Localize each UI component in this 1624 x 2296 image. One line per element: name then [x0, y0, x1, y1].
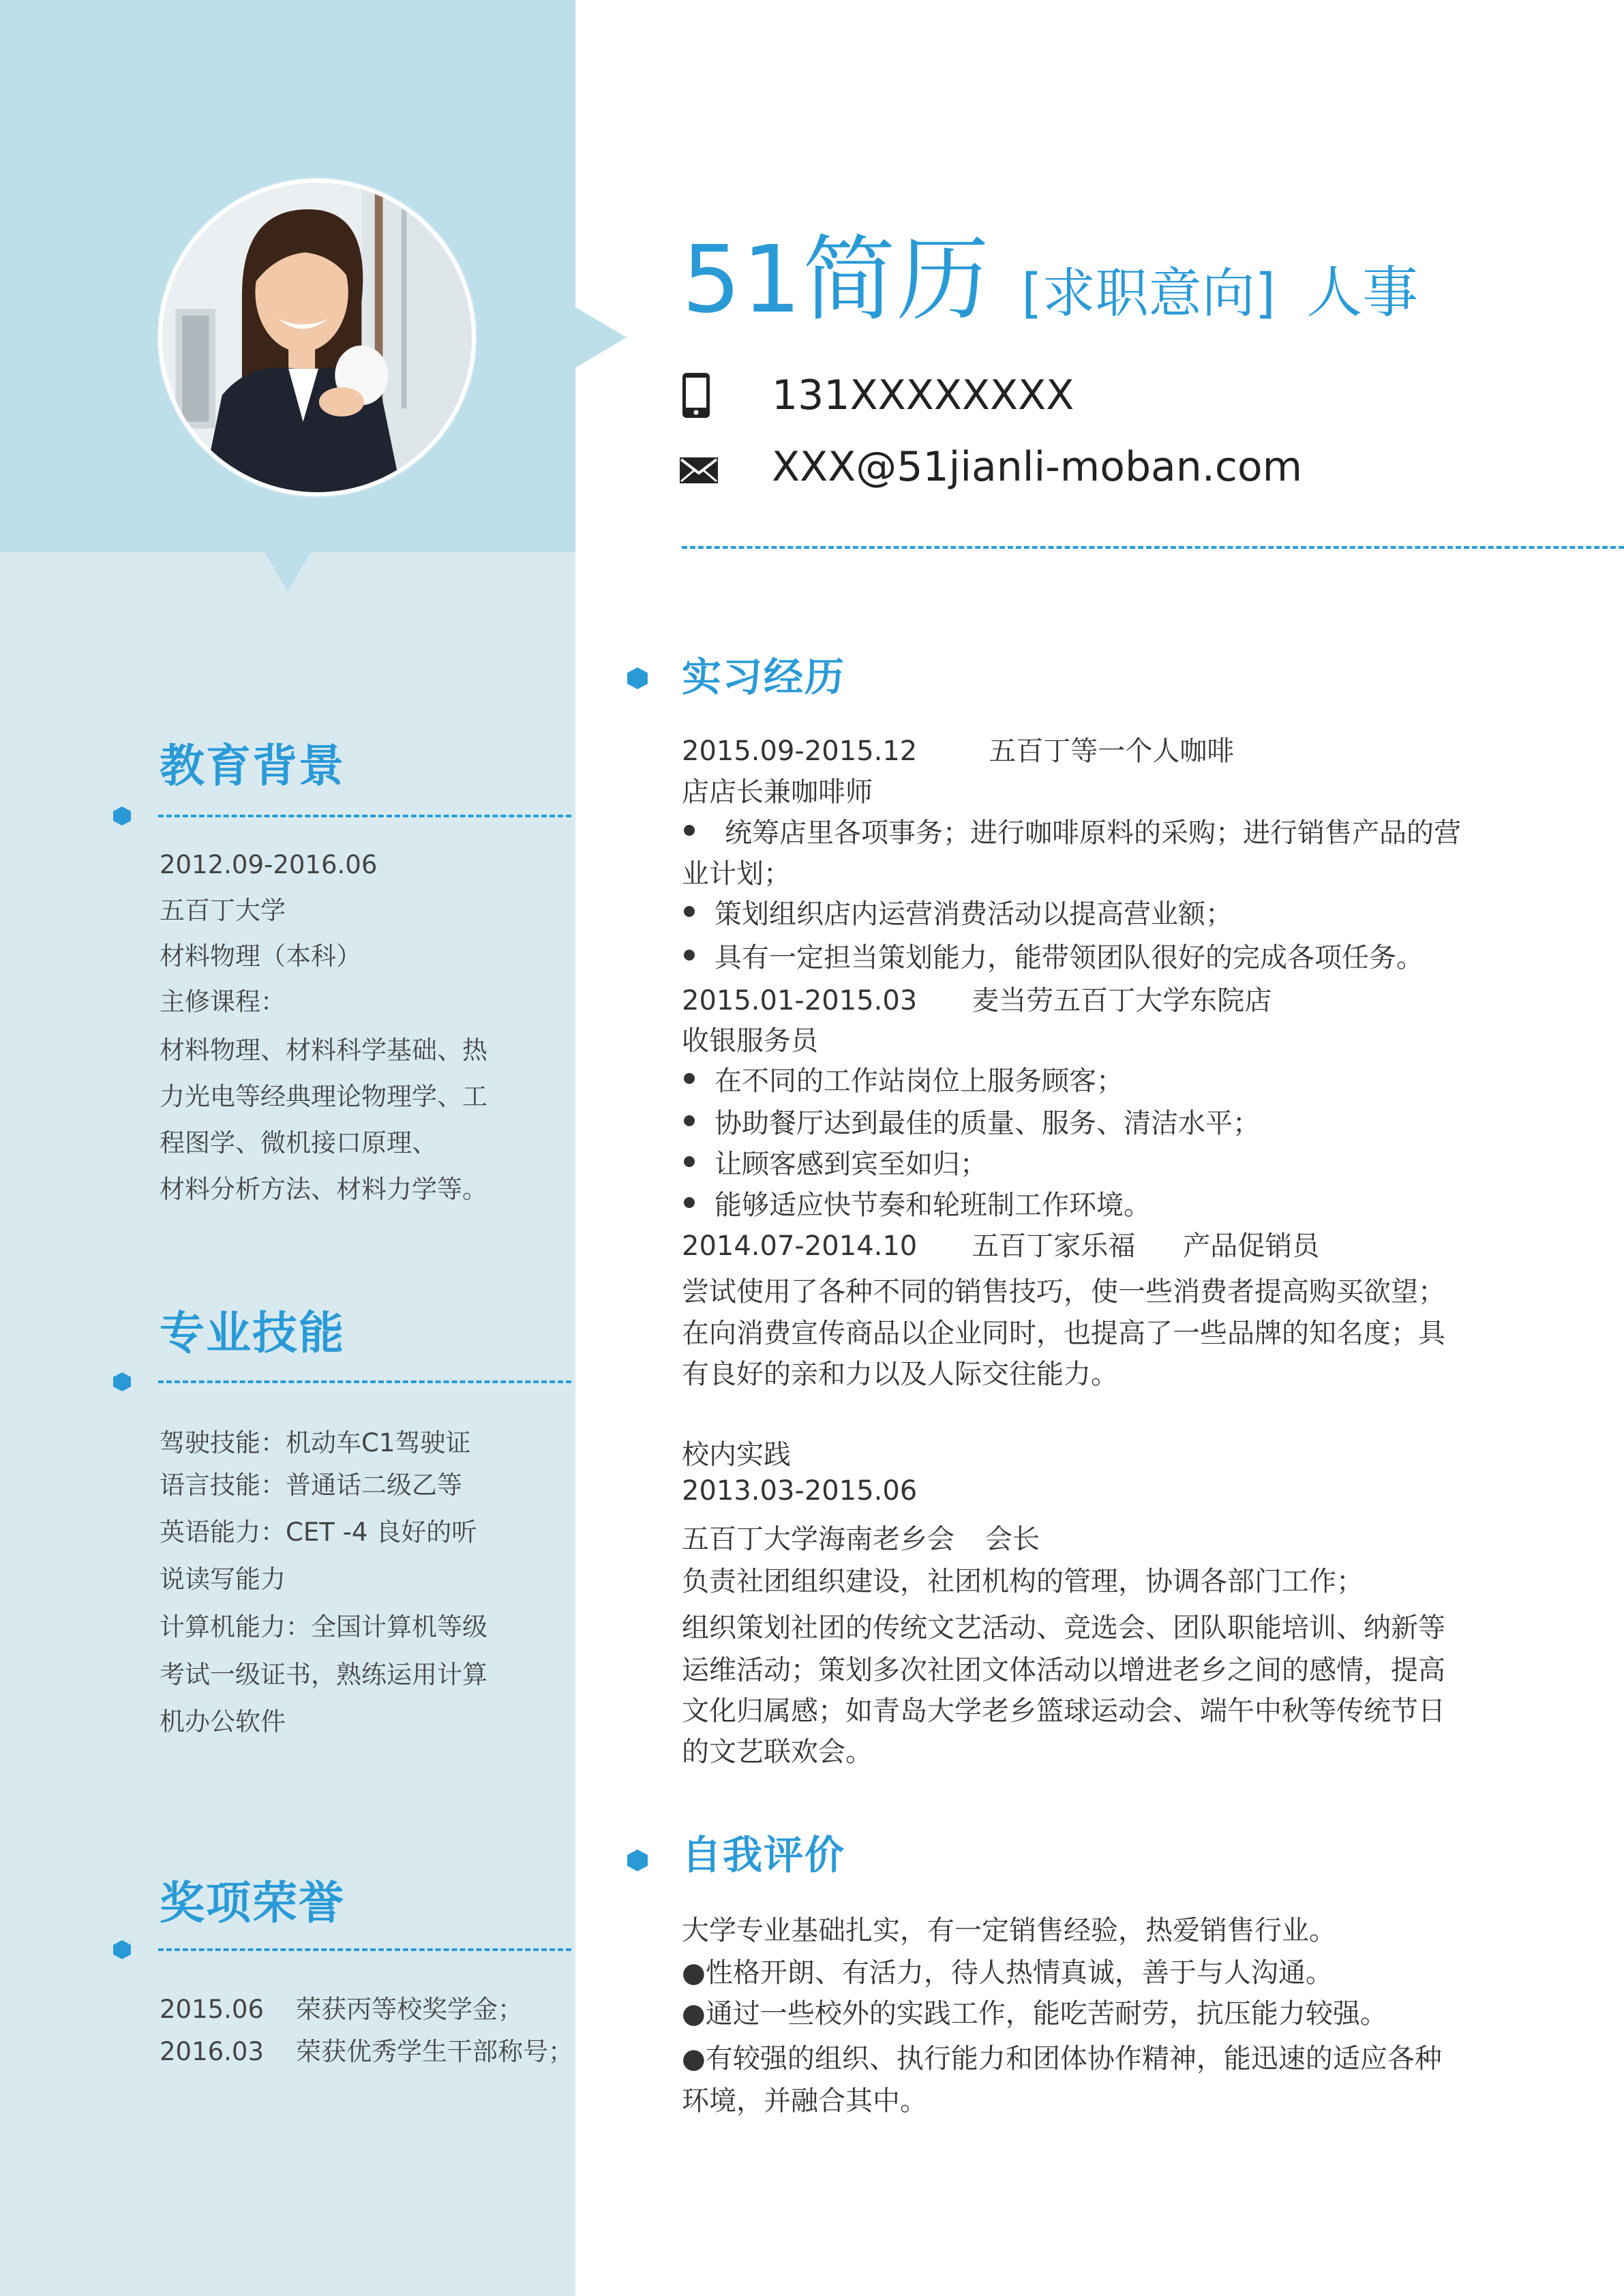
job3-header [682, 1224, 1319, 1263]
resume-name: 51简历 [682, 226, 991, 334]
campus-heading: 校内实践 [682, 1439, 791, 1470]
campus-date: 2013.03-2015.06 [682, 1475, 918, 1507]
email-icon [679, 457, 719, 484]
job1-bullet: 策划组织店内运营消费活动以提高营业额； [715, 898, 1233, 930]
education-line: 程图学、微机接口原理、 [160, 1128, 437, 1158]
skills-line: 机办公软件 [160, 1707, 286, 1736]
campus-line: 组织策划社团的传统文艺活动、竞选会、团队职能培训、纳新等 [682, 1612, 1445, 1644]
avatar [158, 179, 476, 496]
job1-bullet: 具有一定担当策划能力，能带领团队很好的完成各项任务。 [715, 942, 1424, 973]
education-line: 材料物理（本科） [160, 941, 361, 971]
job3-line: 在向消费宣传商品以企业同时，也提高了一些品牌的知名度；具 [682, 1318, 1445, 1349]
profile-photo [162, 183, 472, 492]
campus-line: 负责社团组织建设，社团机构的管理，协调各部门工作； [682, 1566, 1364, 1597]
self-eval-line: ●性格开朗、有活力，待人热情真诚，善于与人沟通。 [682, 1957, 1333, 1989]
job1-bullet: 统筹店里各项事务；进行咖啡原料的采购；进行销售产品的营 [725, 817, 1461, 849]
bullet-dot [684, 1197, 695, 1208]
phone-icon [679, 372, 713, 419]
skills-line: 说读写能力 [160, 1565, 286, 1594]
education-title: 教育背景 [160, 740, 345, 792]
self-eval-title: 自我评价 [682, 1832, 846, 1878]
education-line: 五百丁大学 [160, 896, 286, 925]
job1-company: 五百丁等一个人咖啡 [989, 736, 1235, 767]
education-line: 材料物理、材料科学基础、热 [160, 1036, 487, 1065]
job1-role: 店店长兼咖啡师 [682, 776, 873, 808]
job1-date: 2015.09-2015.12 [682, 736, 918, 767]
job1-header [682, 729, 1234, 768]
awards-title: 奖项荣誉 [160, 1877, 345, 1929]
hexagon-icon [626, 1849, 649, 1872]
job3-line: 有良好的亲和力以及人际交往能力。 [682, 1359, 1118, 1390]
job3-date: 2014.07-2014.10 [682, 1230, 918, 1262]
skills-line: 计算机能力：全国计算机等级 [160, 1612, 487, 1642]
education-line: 主修课程： [160, 987, 286, 1016]
email-address: XXX@51jianli-moban.com [772, 443, 1303, 491]
self-eval-line: ●有较强的组织、执行能力和团体协作精神，能迅速的适应各种 [682, 2043, 1442, 2074]
job2-company: 麦当劳五百丁大学东院店 [972, 985, 1272, 1016]
awards-line: 2015.06 荣获丙等校奖学金； [160, 1995, 524, 2024]
skills-divider [158, 1380, 571, 1383]
campus-line: 运维活动；策划多次社团文体活动以增进老乡之间的感情，提高 [682, 1655, 1445, 1686]
hexagon-icon [112, 1372, 132, 1392]
bullet-dot [684, 950, 695, 961]
header-pointer-arrow [575, 307, 627, 368]
campus-org: 五百丁大学海南老乡会 [682, 1524, 954, 1555]
bullet-dot [684, 1156, 695, 1167]
campus-line: 的文艺联欢会。 [682, 1736, 873, 1768]
header-notch [264, 551, 312, 592]
job3-role: 产品促销员 [1183, 1230, 1320, 1262]
skills-title: 专业技能 [160, 1307, 345, 1359]
header-divider [682, 546, 1624, 549]
education-line: 力光电等经典理论物理学、工 [160, 1082, 487, 1111]
phone-number: 131XXXXXXXX [772, 372, 1074, 419]
bullet-dot [684, 825, 695, 836]
job3-company: 五百丁家乐福 [972, 1230, 1136, 1262]
job2-bullet: 在不同的工作站岗位上服务顾客； [715, 1066, 1124, 1097]
internship-title: 实习经历 [682, 654, 846, 700]
campus-line: 文化归属感；如青岛大学老乡篮球运动会、端午中秋等传统节日 [682, 1695, 1445, 1727]
job2-bullet: 协助餐厅达到最佳的质量、服务、清洁水平； [715, 1108, 1260, 1139]
bullet-dot [684, 1115, 695, 1126]
hexagon-icon [112, 1939, 132, 1960]
hexagon-icon [112, 806, 132, 826]
self-eval-line: ●通过一些校外的实践工作，能吃苦耐劳，抗压能力较强。 [682, 1998, 1387, 2029]
job-intent-value: 人事 [1306, 260, 1419, 325]
self-eval-line: 大学专业基础扎实，有一定销售经验，热爱销售行业。 [682, 1915, 1336, 1946]
bullet-dot [684, 906, 695, 917]
job2-bullet: 让顾客感到宾至如归； [715, 1149, 987, 1180]
bullet-dot [684, 1073, 695, 1084]
education-divider [158, 815, 571, 817]
job3-line: 尝试使用了各种不同的销售技巧，使一些消费者提高购买欲望； [682, 1276, 1445, 1308]
job-intent-label: [求职意向] [1021, 263, 1276, 324]
skills-line: 考试一级证书，熟练运用计算 [160, 1660, 487, 1689]
education-line: 材料分析方法、材料力学等。 [160, 1175, 487, 1204]
job2-date: 2015.01-2015.03 [682, 985, 918, 1016]
self-eval-line: 环境，并融合其中。 [682, 2085, 927, 2117]
skills-line: 语言技能：普通话二级乙等 [160, 1470, 462, 1500]
job1-bullet-cont: 业计划； [682, 858, 791, 890]
skills-line: 驾驶技能：机动车C1驾驶证 [160, 1428, 471, 1457]
job2-bullet: 能够适应快节奏和轮班制工作环境。 [715, 1190, 1151, 1221]
skills-line: 英语能力：CET -4 良好的听 [160, 1517, 477, 1547]
header-title-row [682, 205, 1418, 338]
hexagon-icon [626, 667, 649, 690]
job2-role: 收银服务员 [682, 1025, 818, 1057]
awards-line: 2016.03 荣获优秀学生干部称号； [160, 2037, 574, 2066]
campus-org-row [682, 1517, 1040, 1556]
job2-header [682, 979, 1272, 1018]
campus-role: 会长 [985, 1524, 1040, 1555]
education-line: 2012.09-2016.06 [160, 850, 378, 879]
awards-divider [158, 1948, 571, 1951]
